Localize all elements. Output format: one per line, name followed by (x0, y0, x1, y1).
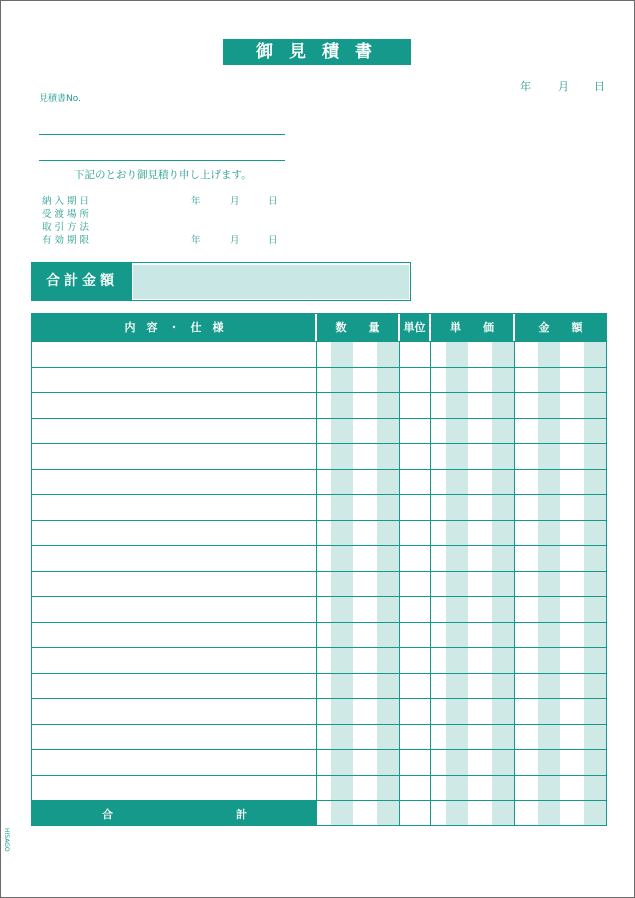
items-table (31, 313, 607, 826)
row-line (32, 596, 606, 597)
total-amount-box (31, 262, 411, 301)
row-line (32, 775, 606, 776)
footer-label-right: 計 (236, 808, 247, 821)
amount-shade-2 (584, 341, 606, 825)
row-line (32, 367, 606, 368)
brand-logo: HISAGO (3, 828, 10, 852)
condition-delivery-year: 年 (191, 196, 201, 207)
row-line (32, 622, 606, 623)
row-line (32, 545, 606, 546)
document-title: 御見積書 (223, 39, 411, 65)
condition-delivery-month: 月 (230, 196, 240, 207)
row-line (32, 647, 606, 648)
header-divider-1 (315, 314, 317, 341)
header-quantity: 数 量 (316, 314, 399, 341)
condition-validity-label: 有効期限 (42, 235, 93, 246)
row-line (32, 341, 606, 342)
header-divider-2 (398, 314, 400, 341)
condition-validity-month: 月 (230, 235, 240, 246)
condition-delivery-day: 日 (268, 196, 278, 207)
total-amount-label: 合計金額 (32, 263, 132, 300)
row-line (32, 418, 606, 419)
header-unit-price: 単 価 (430, 314, 514, 341)
row-line (32, 443, 606, 444)
date-year-label: 年 (520, 80, 531, 93)
row-line (32, 749, 606, 750)
condition-validity-day: 日 (268, 235, 278, 246)
row-line (32, 800, 606, 801)
condition-delivery-date-label: 納入期日 (42, 196, 93, 207)
qty-shade-1 (331, 341, 353, 825)
row-line (32, 673, 606, 674)
date-day-label: 日 (594, 80, 605, 93)
amount-shade-1 (538, 341, 560, 825)
header-amount: 金 額 (514, 314, 607, 341)
condition-delivery-place-label: 受渡場所 (42, 209, 93, 220)
row-line (32, 520, 606, 521)
row-line (32, 494, 606, 495)
row-line (32, 698, 606, 699)
header-divider-3 (429, 314, 431, 341)
header-divider-4 (513, 314, 515, 341)
date-month-label: 月 (558, 80, 569, 93)
row-line (32, 724, 606, 725)
row-line (32, 571, 606, 572)
estimate-number-label: 見積書No. (39, 94, 81, 104)
footer-label-left: 合 (102, 808, 113, 821)
addressee-line-2 (39, 160, 285, 161)
addressee-line-1 (39, 134, 285, 135)
price-shade-1 (446, 341, 468, 825)
notice-text: 下記のとおり御見積り申し上げます。 (74, 169, 252, 181)
condition-validity-year: 年 (191, 235, 201, 246)
header-content: 内 容 ・ 仕 様 (32, 314, 316, 341)
header-unit: 単位 (399, 314, 430, 341)
condition-payment-method-label: 取引方法 (42, 222, 93, 233)
total-amount-field[interactable] (133, 265, 409, 299)
price-shade-2 (492, 341, 514, 825)
qty-shade-2 (377, 341, 399, 825)
row-line (32, 392, 606, 393)
table-footer-total (32, 800, 316, 826)
row-line (32, 469, 606, 470)
